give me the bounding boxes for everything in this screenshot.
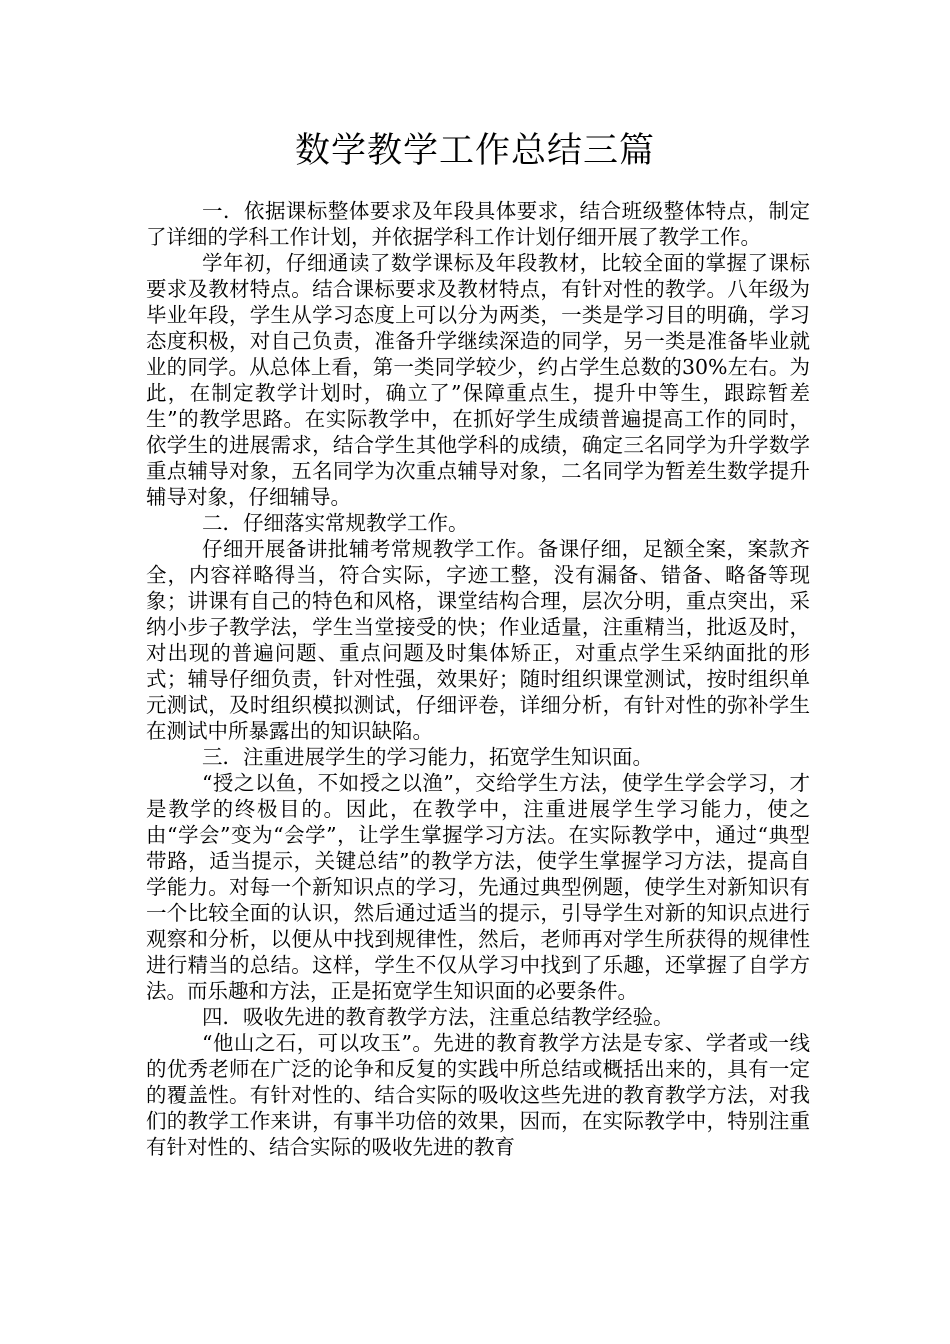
paragraph: 学年初，仔细通读了数学课标及年段教材，比较全面的掌握了课标要求及教材特点。结合课标要求及教材特点，有针对性的教学。八年级为毕业年段，学生从学习态度上可以分为两类，一类是学习目的明确，学习态度积极，对自己负责，准备升学继续深造的同学，另一类是准备毕业就业的同学。从总体上看，第一类同学较少，约占学生总数的30%左右。为此，在制定教学计划时，确立了”保障重点生，提升中等生，跟踪暂差生”的教学思路。在实际教学中，在抓好学生成绩普遍提高工作的同时，依学生的进展需求，结合学生其他学科的成绩，确定三名同学为升学数学重点辅导对象，五名同学为次重点辅导对象，二名同学为暂差生数学提升辅导对象，仔细辅导。 bbox=[146, 251, 810, 509]
page-title: 数学教学工作总结三篇 bbox=[294, 131, 655, 171]
document-body bbox=[146, 198, 810, 1160]
paragraph: “授之以鱼，不如授之以渔”，交给学生方法，使学生学会学习，才是教学的终极目的。因此，在教学中，注重进展学生学习能力，使之由“学会”变为“会学”，让学生掌握学习方法。在实际教学中，通过“典型带路，适当提示，关键总结”的教学方法，使学生掌握学习方法，提高自学能力。对每一个新知识点的学习，先通过典型例题，使学生对新知识有一个比较全面的认识，然后通过适当的提示，引导学生对新的知识点进行观察和分析，以便从中找到规律性，然后，老师再对学生所获得的规律性进行精当的总结。这样，学生不仅从学习中找到了乐趣，还掌握了自学方法。而乐趣和方法，正是拓宽学生知识面的必要条件。 bbox=[146, 771, 810, 1003]
paragraph: 仔细开展备讲批辅考常规教学工作。备课仔细，足额全案，案款齐全，内容祥略得当，符合实际，字迹工整，没有漏备、错备、略备等现象；讲课有自己的特色和风格，课堂结构合理，层次分明，重点突出，采纳小步子教学法，学生当堂接受的快；作业适量，注重精当，批返及时，对出现的普遍问题、重点问题及时集体矫正，对重点学生采纳面批的形式；辅导仔细负责，针对性强，效果好；随时组织课堂测试，按时组织单元测试，及时组织模拟测试，仔细评卷，详细分析，有针对性的弥补学生在测试中所暴露出的知识缺陷。 bbox=[146, 537, 810, 743]
section-heading: 四．吸收先进的教育教学方法，注重总结教学经验。 bbox=[202, 1005, 674, 1029]
section-heading: 三．注重进展学生的学习能力，拓宽学生知识面。 bbox=[202, 745, 653, 769]
section-heading: 二．仔细落实常规教学工作。 bbox=[202, 511, 469, 535]
paragraph: 一．依据课标整体要求及年段具体要求，结合班级整体特点，制定了详细的学科工作计划，并依据学科工作计划仔细开展了教学工作。 bbox=[146, 199, 810, 249]
paragraph: “他山之石，可以攻玉”。先进的教育教学方法是专家、学者或一线的优秀老师在广泛的论争和反复的实践中所总结或概括出来的，具有一定的覆盖性。有针对性的、结合实际的吸收这些先进的教育教学方法，对我们的教学工作来讲，有事半功倍的效果，因而，在实际教学中，特别注重有针对性的、结合实际的吸收先进的教育 bbox=[146, 1031, 810, 1159]
